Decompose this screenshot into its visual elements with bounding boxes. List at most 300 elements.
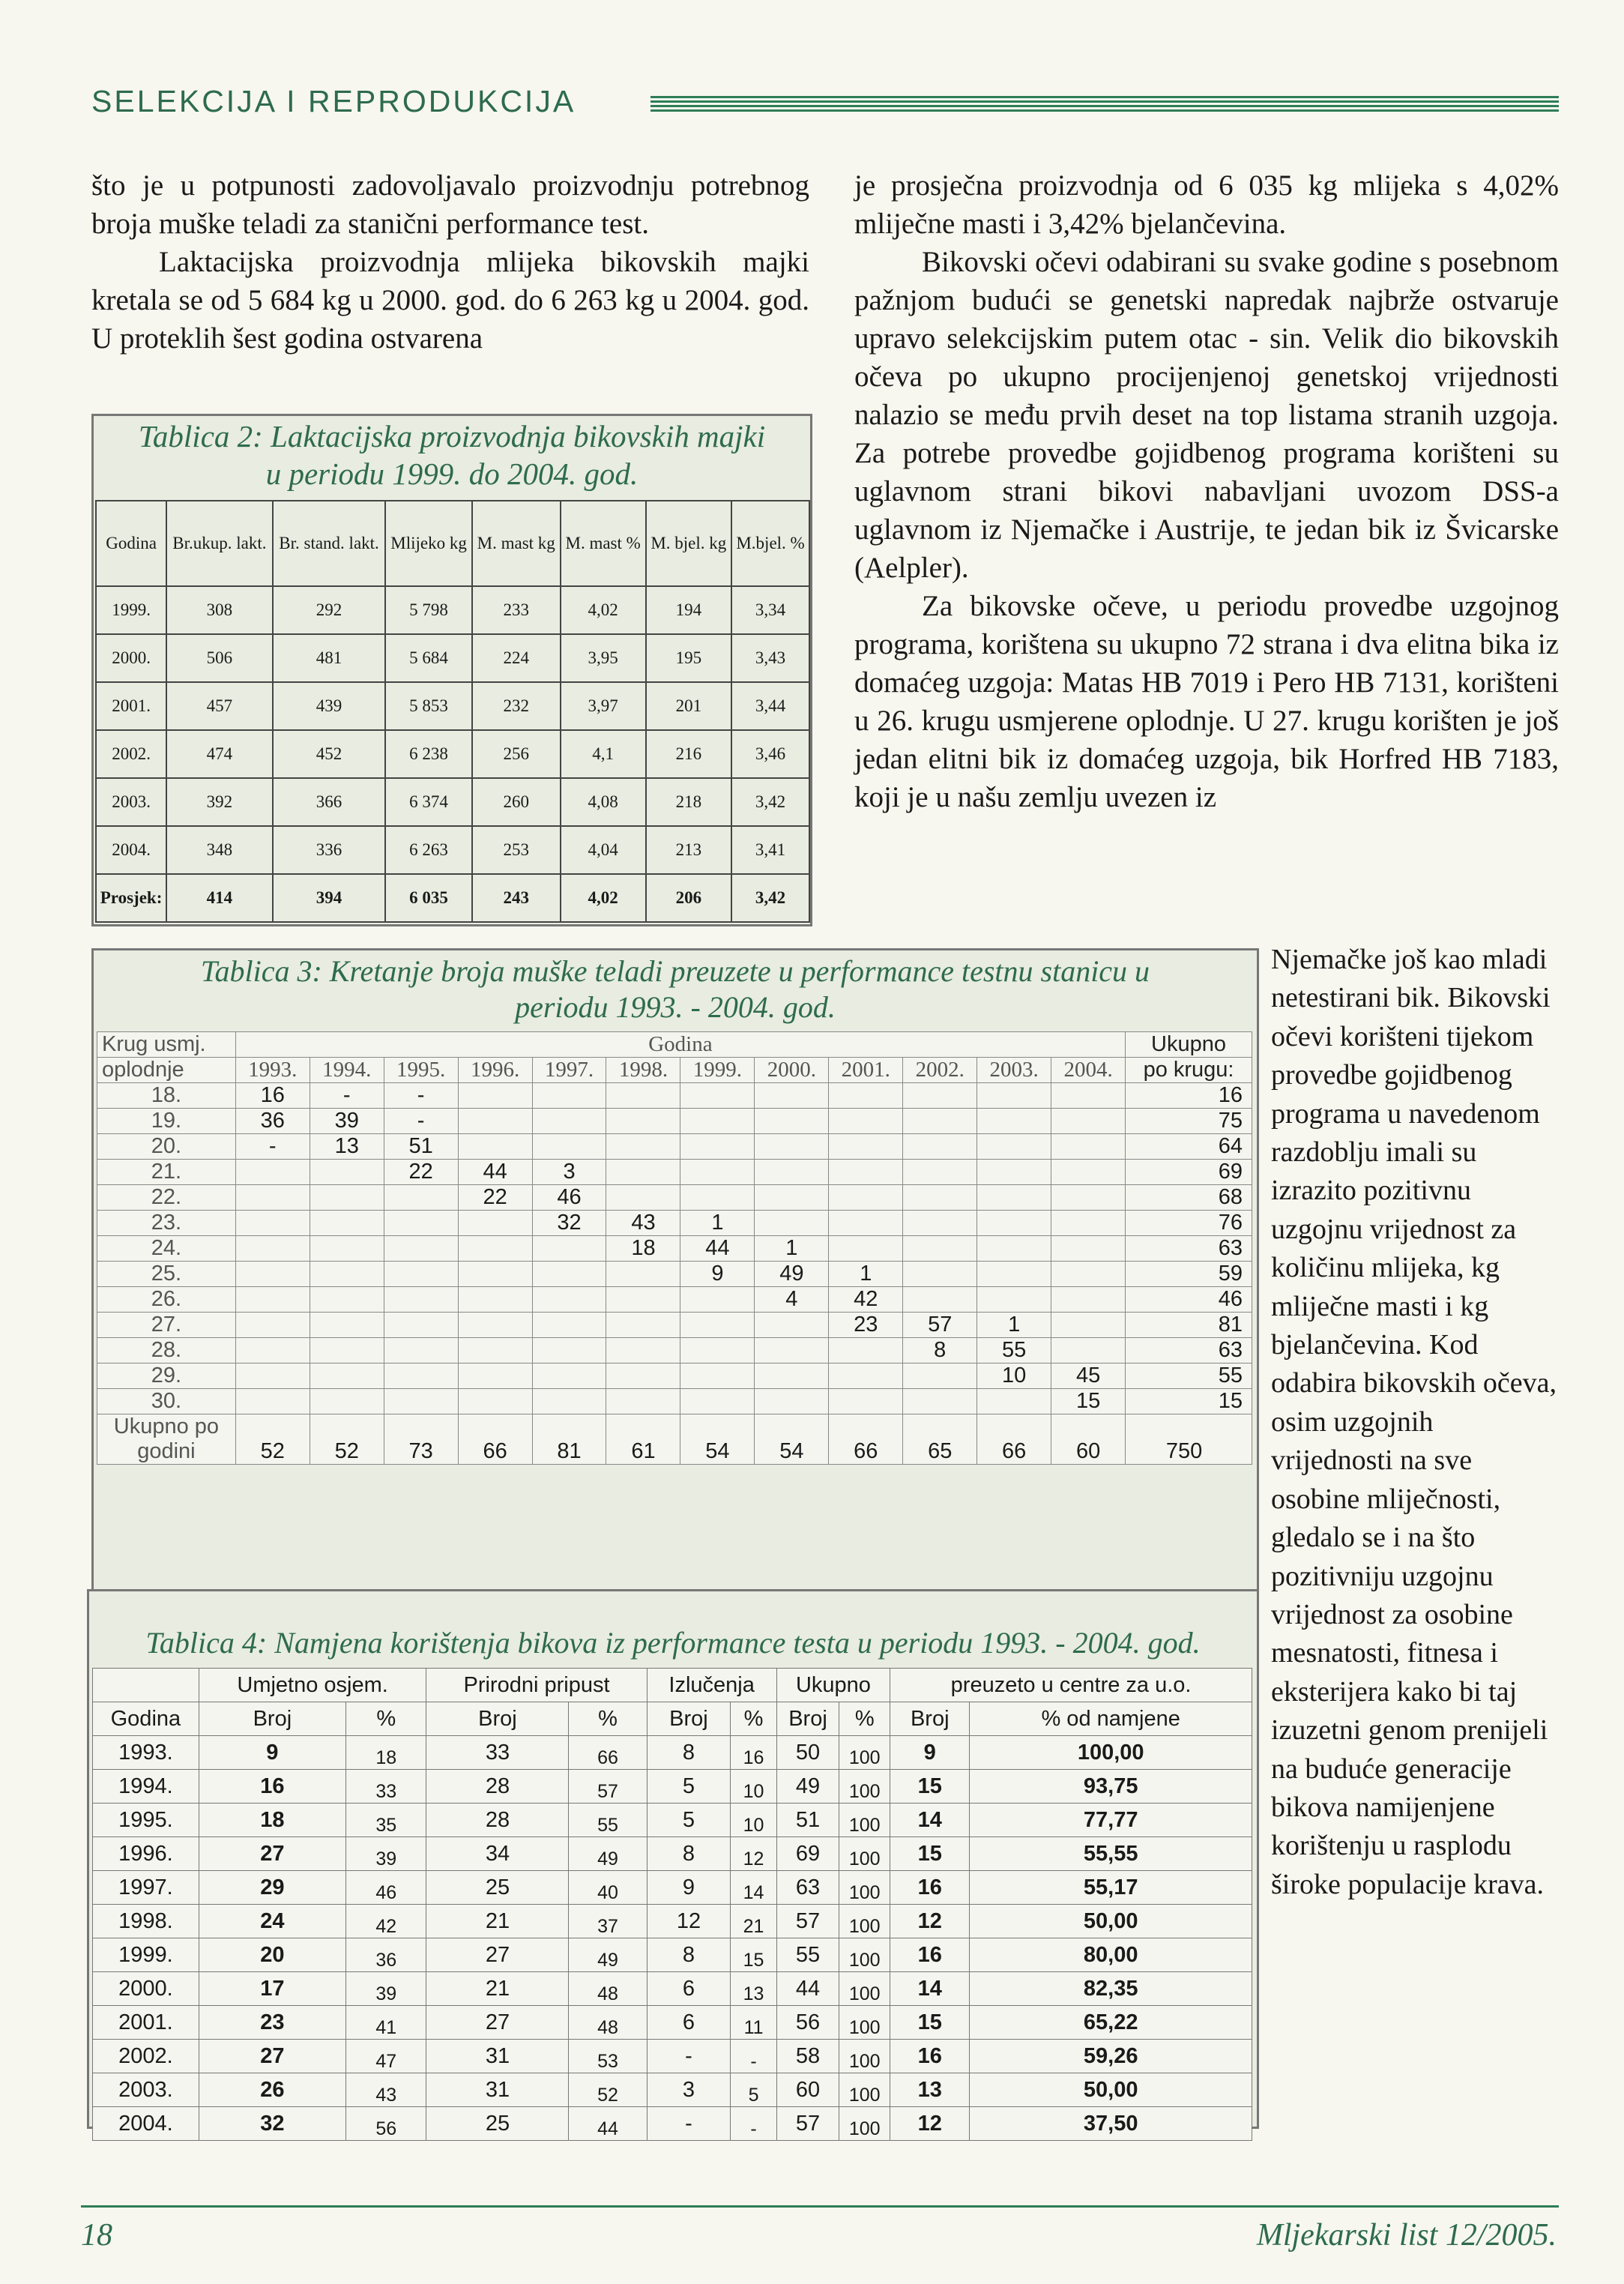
table3-cell xyxy=(235,1313,310,1338)
table4-cell: 49 xyxy=(569,1938,647,1972)
table3-cell xyxy=(458,1083,532,1109)
table3-total-cell: 63 xyxy=(1126,1236,1252,1262)
table2-cell: 6 374 xyxy=(385,778,471,826)
table3-cell xyxy=(829,1160,903,1185)
table2-cell: 5 853 xyxy=(385,682,471,730)
table3-totals-label-2: godini xyxy=(137,1439,196,1463)
table2-cell: 260 xyxy=(472,778,561,826)
table4-cell: 100 xyxy=(839,2040,890,2073)
table3-cell xyxy=(1051,1160,1126,1185)
table3-cell xyxy=(458,1211,532,1236)
table4-cell: 13 xyxy=(731,1972,776,2006)
table3-totals-row xyxy=(97,1414,1252,1465)
table4-cell: 55 xyxy=(569,1804,647,1837)
table3-cell xyxy=(458,1313,532,1338)
table4-cell: 100 xyxy=(839,1736,890,1770)
table3-total-cell: 68 xyxy=(1126,1185,1252,1211)
table4-godina-header: Godina xyxy=(93,1702,199,1736)
table3-cell xyxy=(903,1389,977,1414)
table2-header-cell: Godina xyxy=(96,501,166,586)
table4-cell: 37,50 xyxy=(970,2107,1252,2141)
table3-year-total-cell: 54 xyxy=(755,1414,829,1465)
table3-totals-label xyxy=(97,1414,236,1465)
table4-cell: 58 xyxy=(776,2040,839,2073)
table4-cell: 20 xyxy=(199,1938,345,1972)
table3-cell: 51 xyxy=(384,1134,458,1160)
table4-cell: 26 xyxy=(199,2073,345,2107)
table2-cell: 4,02 xyxy=(561,586,646,634)
table3-row xyxy=(97,1287,1252,1313)
table4-cell: 3 xyxy=(647,2073,731,2107)
table2-row xyxy=(96,586,809,634)
table4-cell: 57 xyxy=(776,1905,839,1938)
table3-cell xyxy=(680,1083,755,1109)
table4-cell: 80,00 xyxy=(970,1938,1252,1972)
table2 xyxy=(95,500,810,923)
table3-cell xyxy=(1051,1211,1126,1236)
table3-cell xyxy=(384,1389,458,1414)
table4-cell: 2001. xyxy=(93,2006,199,2040)
table3-cell xyxy=(1051,1287,1126,1313)
table3-caption-line2: periodu 1993. - 2004. god. xyxy=(515,990,836,1024)
table2-cell: 3,97 xyxy=(561,682,646,730)
table4-cell: 33 xyxy=(345,1770,426,1804)
table4-cell: 100 xyxy=(839,1972,890,2006)
table4-group-row xyxy=(93,1669,1252,1702)
table3-year-cell: 2004. xyxy=(1051,1058,1126,1083)
table3-cell xyxy=(829,1134,903,1160)
table3-cell xyxy=(977,1160,1051,1185)
table3-total-cell: 16 xyxy=(1126,1083,1252,1109)
table3-cell xyxy=(384,1185,458,1211)
table3-row xyxy=(97,1313,1252,1338)
table3-caption xyxy=(97,953,1254,1025)
table3-cell xyxy=(1051,1262,1126,1287)
table4-cell: 47 xyxy=(345,2040,426,2073)
table3-year-total-cell: 81 xyxy=(532,1414,606,1465)
table3-cell: 1 xyxy=(755,1236,829,1262)
table3-cell xyxy=(680,1338,755,1364)
table3-cell xyxy=(680,1134,755,1160)
table2-cell: 292 xyxy=(273,586,386,634)
table3-cell xyxy=(680,1364,755,1389)
table3-cell xyxy=(532,1083,606,1109)
table3-cell xyxy=(977,1083,1051,1109)
table4-cell: 32 xyxy=(199,2107,345,2141)
table3-row xyxy=(97,1083,1252,1109)
table2-header-cell: M. mast kg xyxy=(472,501,561,586)
table2-cell: 4,08 xyxy=(561,778,646,826)
table3-cell xyxy=(829,1236,903,1262)
table3-cell xyxy=(903,1160,977,1185)
table3-cell xyxy=(532,1313,606,1338)
table3-cell: 18 xyxy=(606,1236,680,1262)
table2-avg-cell: 6 035 xyxy=(385,874,471,922)
table4-cell: 8 xyxy=(647,1837,731,1871)
table4-subheader: % xyxy=(569,1702,647,1736)
table3-godina-header: Godina xyxy=(235,1032,1125,1058)
table3-cell xyxy=(755,1211,829,1236)
table4-cell: 39 xyxy=(345,1837,426,1871)
table4-cell: 2002. xyxy=(93,2040,199,2073)
table2-avg-cell: Prosjek: xyxy=(96,874,166,922)
table3-cell xyxy=(606,1134,680,1160)
table4-cell: 15 xyxy=(890,1837,970,1871)
table3-cell xyxy=(606,1262,680,1287)
table4-cell: 18 xyxy=(199,1804,345,1837)
table4-cell: 65,22 xyxy=(970,2006,1252,2040)
table3-cell xyxy=(532,1109,606,1134)
table4-row xyxy=(93,1736,1252,1770)
table4-cell: 100 xyxy=(839,2107,890,2141)
table2-cell: 308 xyxy=(166,586,273,634)
table3-cell xyxy=(532,1364,606,1389)
table4-cell: 48 xyxy=(569,2006,647,2040)
table3-cell xyxy=(755,1338,829,1364)
table3-cell: 1 xyxy=(680,1211,755,1236)
table4-group-header: preuzeto u centre za u.o. xyxy=(890,1669,1252,1702)
table3-cell xyxy=(310,1262,384,1287)
table3-cell: 3 xyxy=(532,1160,606,1185)
table4-cell: 2004. xyxy=(93,2107,199,2141)
table3-year-total-cell: 54 xyxy=(680,1414,755,1465)
table3-cell xyxy=(903,1262,977,1287)
table3-cell xyxy=(755,1389,829,1414)
table3-cell xyxy=(606,1364,680,1389)
table3-header-row xyxy=(97,1032,1252,1058)
table2-cell: 439 xyxy=(273,682,386,730)
table4-cell: 50 xyxy=(776,1736,839,1770)
table3-row xyxy=(97,1389,1252,1414)
table2-avg-row xyxy=(96,874,809,922)
table4-cell: 15 xyxy=(731,1938,776,1972)
table3-year-cell: 1998. xyxy=(606,1058,680,1083)
table3-cell: - xyxy=(384,1083,458,1109)
table3-total-cell: 64 xyxy=(1126,1134,1252,1160)
table3-cell xyxy=(458,1262,532,1287)
table3-cell xyxy=(977,1185,1051,1211)
table4-cell: 49 xyxy=(569,1837,647,1871)
table2-row xyxy=(96,826,809,874)
table3-year-total-cell: 66 xyxy=(458,1414,532,1465)
table3-cell xyxy=(903,1134,977,1160)
table2-row xyxy=(96,778,809,826)
table3-krug-cell: 23. xyxy=(97,1211,236,1236)
table4-cell: 57 xyxy=(776,2107,839,2141)
table3 xyxy=(97,1031,1252,1465)
table3-year-total-cell: 60 xyxy=(1051,1414,1126,1465)
table3-krug-cell: 29. xyxy=(97,1364,236,1389)
table3-cell xyxy=(235,1211,310,1236)
table4-cell: - xyxy=(731,2040,776,2073)
table4-row xyxy=(93,2040,1252,2073)
table4-cell: 24 xyxy=(199,1905,345,1938)
table4-cell: 10 xyxy=(731,1804,776,1837)
table3-cell xyxy=(235,1262,310,1287)
table3-total-cell: 55 xyxy=(1126,1364,1252,1389)
table3-year-total-cell: 61 xyxy=(606,1414,680,1465)
table2-cell: 6 263 xyxy=(385,826,471,874)
table4-cell: 16 xyxy=(890,1871,970,1905)
table3-row xyxy=(97,1364,1252,1389)
table3-cell xyxy=(606,1313,680,1338)
table3-year-cell: 1993. xyxy=(235,1058,310,1083)
table4-cell: 1994. xyxy=(93,1770,199,1804)
table4-cell: 56 xyxy=(776,2006,839,2040)
table3-cell xyxy=(606,1109,680,1134)
table3-krug-header: Krug usmj. xyxy=(97,1032,236,1058)
table4-cell: 31 xyxy=(426,2073,569,2107)
table3-cell xyxy=(903,1364,977,1389)
table4-row xyxy=(93,1770,1252,1804)
table3-cell xyxy=(384,1313,458,1338)
table2-cell: 224 xyxy=(472,634,561,682)
journal-name: Mljekarski list 12/2005. xyxy=(1256,2218,1557,2253)
table3-cell xyxy=(680,1160,755,1185)
table3-cell xyxy=(384,1338,458,1364)
table3-cell xyxy=(755,1185,829,1211)
table2-row xyxy=(96,634,809,682)
table2-cell: 3,44 xyxy=(731,682,809,730)
table3-cell xyxy=(310,1338,384,1364)
table3-year-total-cell: 65 xyxy=(903,1414,977,1465)
table4-cell: 44 xyxy=(776,1972,839,2006)
table3-cell xyxy=(977,1287,1051,1313)
table3-cell xyxy=(903,1287,977,1313)
table3-row xyxy=(97,1134,1252,1160)
table4-caption: Tablica 4: Namjena korištenja bikova iz performance testa u periodu 1993. - 2004. god. xyxy=(145,1626,1201,1660)
table4-cell: 69 xyxy=(776,1837,839,1871)
table4-cell: 21 xyxy=(426,1905,569,1938)
table3-cell xyxy=(310,1364,384,1389)
table2-cell: 3,95 xyxy=(561,634,646,682)
table3-cell xyxy=(458,1236,532,1262)
table4-cell: 1993. xyxy=(93,1736,199,1770)
table2-cell: 366 xyxy=(273,778,386,826)
table4-cell: 100 xyxy=(839,1938,890,1972)
table4-row xyxy=(93,2107,1252,2141)
table4-row xyxy=(93,2073,1252,2107)
table2-cell: 253 xyxy=(472,826,561,874)
table3-krug-cell: 24. xyxy=(97,1236,236,1262)
table3-cell xyxy=(458,1338,532,1364)
table4-cell: 100 xyxy=(839,1905,890,1938)
table2-cell: 4,04 xyxy=(561,826,646,874)
table3-cell xyxy=(310,1313,384,1338)
table3-cell: 22 xyxy=(384,1160,458,1185)
table4-cell: 8 xyxy=(647,1736,731,1770)
table2-avg-cell: 243 xyxy=(472,874,561,922)
table3-year-cell: 1995. xyxy=(384,1058,458,1083)
table4-cell: 41 xyxy=(345,2006,426,2040)
table2-cell: 2003. xyxy=(96,778,166,826)
table2-cell: 452 xyxy=(273,730,386,778)
table3-grand-total: 750 xyxy=(1126,1414,1252,1465)
table4-cell: 66 xyxy=(569,1736,647,1770)
table3-cell xyxy=(977,1134,1051,1160)
table4-cell: 100 xyxy=(839,1804,890,1837)
table3-cell xyxy=(1051,1083,1126,1109)
table3-cell xyxy=(829,1083,903,1109)
table3-cell xyxy=(1051,1185,1126,1211)
table3-ukupno-header2: po krugu: xyxy=(1126,1058,1252,1083)
table3-cell xyxy=(606,1338,680,1364)
table3-cell xyxy=(310,1287,384,1313)
table3-krug-cell: 22. xyxy=(97,1185,236,1211)
table3-cell xyxy=(532,1389,606,1414)
left-para-2: Laktacijska proizvodnja mlijeka bikovskih majki kretala se od 5 684 kg u 2000. god. do 6 263 kg u 2004. god. U proteklih šest godina ostvarena xyxy=(91,246,809,355)
table3-cell xyxy=(606,1185,680,1211)
table2-header-cell: M.bjel. % xyxy=(731,501,809,586)
table4-cell: 82,35 xyxy=(970,1972,1252,2006)
table3-caption-line1: Tablica 3: Kretanje broja muške teladi preuzete u performance testnu stanicu u xyxy=(200,954,1150,988)
table4-cell: 44 xyxy=(569,2107,647,2141)
table3-cell xyxy=(310,1211,384,1236)
table4-cell: 27 xyxy=(426,1938,569,1972)
table2-caption-line1: Tablica 2: Laktacijska proizvodnja bikovskih majki xyxy=(138,419,766,454)
table4-subheader: % od namjene xyxy=(970,1702,1252,1736)
table4-cell: 5 xyxy=(647,1770,731,1804)
table4-cell: - xyxy=(647,2107,731,2141)
table4-cell: 57 xyxy=(569,1770,647,1804)
table2-caption xyxy=(95,418,809,492)
table3-krug-cell: 27. xyxy=(97,1313,236,1338)
table4-cell: 28 xyxy=(426,1804,569,1837)
table4-cell: 50,00 xyxy=(970,1905,1252,1938)
table3-cell xyxy=(680,1389,755,1414)
table4-cell: 34 xyxy=(426,1837,569,1871)
table4-cell: 16 xyxy=(890,1938,970,1972)
table3-cell xyxy=(1051,1313,1126,1338)
table3-cell: 13 xyxy=(310,1134,384,1160)
table4-cell: 100 xyxy=(839,1770,890,1804)
table4-cell: 59,26 xyxy=(970,2040,1252,2073)
table3-total-cell: 75 xyxy=(1126,1109,1252,1134)
table3-row xyxy=(97,1338,1252,1364)
table3-cell: 10 xyxy=(977,1364,1051,1389)
table4-cell: 48 xyxy=(569,1972,647,2006)
table2-cell: 216 xyxy=(646,730,732,778)
table4-group-header: Prirodni pripust xyxy=(426,1669,647,1702)
table3-cell: 1 xyxy=(977,1313,1051,1338)
table3-cell xyxy=(235,1185,310,1211)
table3-krug-cell: 28. xyxy=(97,1338,236,1364)
table4-cell: 13 xyxy=(890,2073,970,2107)
table2-cell: 348 xyxy=(166,826,273,874)
table3-cell xyxy=(310,1236,384,1262)
table3-cell xyxy=(606,1160,680,1185)
narrow-column-text: Njemačke još kao mladi netestirani bik. Bikovski očevi korišteni tijekom provedbe gojidbenog programa u navedenom razdoblju imali su izrazito pozitivnu uzgojnu vrijednost za količinu mlijeka, kg mliječne masti i kg bjelančevina. Kod odabira bikovskih očeva, osim uzgojnih vrijednosti na sve osobine mliječnosti, gledalo se i na što pozitivniju uzgojnu vrijednost za osobine mesnatosti, fitnesa i eksterijera kako bi taj izuzetni genom prenijeli na buduće generacije bikova namijenjene korištenju u rasplodu široke populacije krava. xyxy=(1271,944,1557,1900)
table4-cell: 12 xyxy=(731,1837,776,1871)
table4-cell: 27 xyxy=(426,2006,569,2040)
table4-cell: - xyxy=(647,2040,731,2073)
table3-cell: 57 xyxy=(903,1313,977,1338)
header-rule xyxy=(650,96,1559,112)
table4-subheader: % xyxy=(731,1702,776,1736)
table3-cell xyxy=(235,1338,310,1364)
table4-cell: 14 xyxy=(890,1972,970,2006)
table2-header-cell: M. mast % xyxy=(561,501,646,586)
table4-cell: 21 xyxy=(731,1905,776,1938)
table3-cell xyxy=(755,1109,829,1134)
table4-row xyxy=(93,1972,1252,2006)
table3-cell xyxy=(458,1109,532,1134)
table4-cell: 16 xyxy=(890,2040,970,2073)
table3-year-cell: 2001. xyxy=(829,1058,903,1083)
table4-corner xyxy=(93,1669,199,1702)
table3-cell: 45 xyxy=(1051,1364,1126,1389)
table4-cell: 49 xyxy=(776,1770,839,1804)
table4-cell: 1995. xyxy=(93,1804,199,1837)
table4-cell: 12 xyxy=(890,1905,970,1938)
table4-cell: 1996. xyxy=(93,1837,199,1871)
table2-cell: 457 xyxy=(166,682,273,730)
table2-cell: 2000. xyxy=(96,634,166,682)
table3-cell: 23 xyxy=(829,1313,903,1338)
table3-cell xyxy=(829,1389,903,1414)
table3-cell xyxy=(829,1211,903,1236)
table4-cell: 6 xyxy=(647,1972,731,2006)
table3-cell xyxy=(384,1364,458,1389)
table3-total-cell: 76 xyxy=(1126,1211,1252,1236)
table3-total-cell: 59 xyxy=(1126,1262,1252,1287)
table4-cell: 29 xyxy=(199,1871,345,1905)
table3-cell xyxy=(829,1338,903,1364)
table4-cell: 10 xyxy=(731,1770,776,1804)
table4-cell: 93,75 xyxy=(970,1770,1252,1804)
table3-cell xyxy=(458,1287,532,1313)
table3-cell xyxy=(1051,1236,1126,1262)
table3-cell xyxy=(532,1134,606,1160)
table3-cell xyxy=(235,1364,310,1389)
table2-cell: 3,41 xyxy=(731,826,809,874)
table3-cell xyxy=(235,1389,310,1414)
table3-year-total-cell: 73 xyxy=(384,1414,458,1465)
table3-year-cell: 1999. xyxy=(680,1058,755,1083)
table4-cell: 16 xyxy=(731,1736,776,1770)
table4-row xyxy=(93,2006,1252,2040)
table3-cell: 49 xyxy=(755,1262,829,1287)
table4-cell: 51 xyxy=(776,1804,839,1837)
table4-cell: 5 xyxy=(647,1804,731,1837)
table4-cell: 100 xyxy=(839,2006,890,2040)
table3-cell xyxy=(755,1160,829,1185)
left-para-1: što je u potpunosti zadovoljavalo proizvodnju potrebnog broja muške teladi za stanični performance test. xyxy=(91,169,809,240)
table4-cell: 12 xyxy=(647,1905,731,1938)
table3-cell xyxy=(532,1287,606,1313)
table3-krug-cell: 18. xyxy=(97,1083,236,1109)
table3-cell xyxy=(977,1211,1051,1236)
table2-cell: 336 xyxy=(273,826,386,874)
table2-cell: 3,34 xyxy=(731,586,809,634)
table3-cell: 1 xyxy=(829,1262,903,1287)
table2-cell: 2004. xyxy=(96,826,166,874)
table3-box xyxy=(91,948,1259,1591)
table4-cell: 5 xyxy=(731,2073,776,2107)
table4-box xyxy=(87,1589,1259,2139)
table4-cell: 39 xyxy=(345,1972,426,2006)
table2-avg-cell: 4,02 xyxy=(561,874,646,922)
table4-cell: 43 xyxy=(345,2073,426,2107)
table3-cell: - xyxy=(310,1083,384,1109)
table3-cell: - xyxy=(384,1109,458,1134)
table4-cell: 1997. xyxy=(93,1871,199,1905)
table3-year-total-cell: 52 xyxy=(235,1414,310,1465)
right-column-text xyxy=(854,166,1559,816)
table3-cell xyxy=(458,1389,532,1414)
table3-cell xyxy=(903,1185,977,1211)
table3-year-cell: 1996. xyxy=(458,1058,532,1083)
